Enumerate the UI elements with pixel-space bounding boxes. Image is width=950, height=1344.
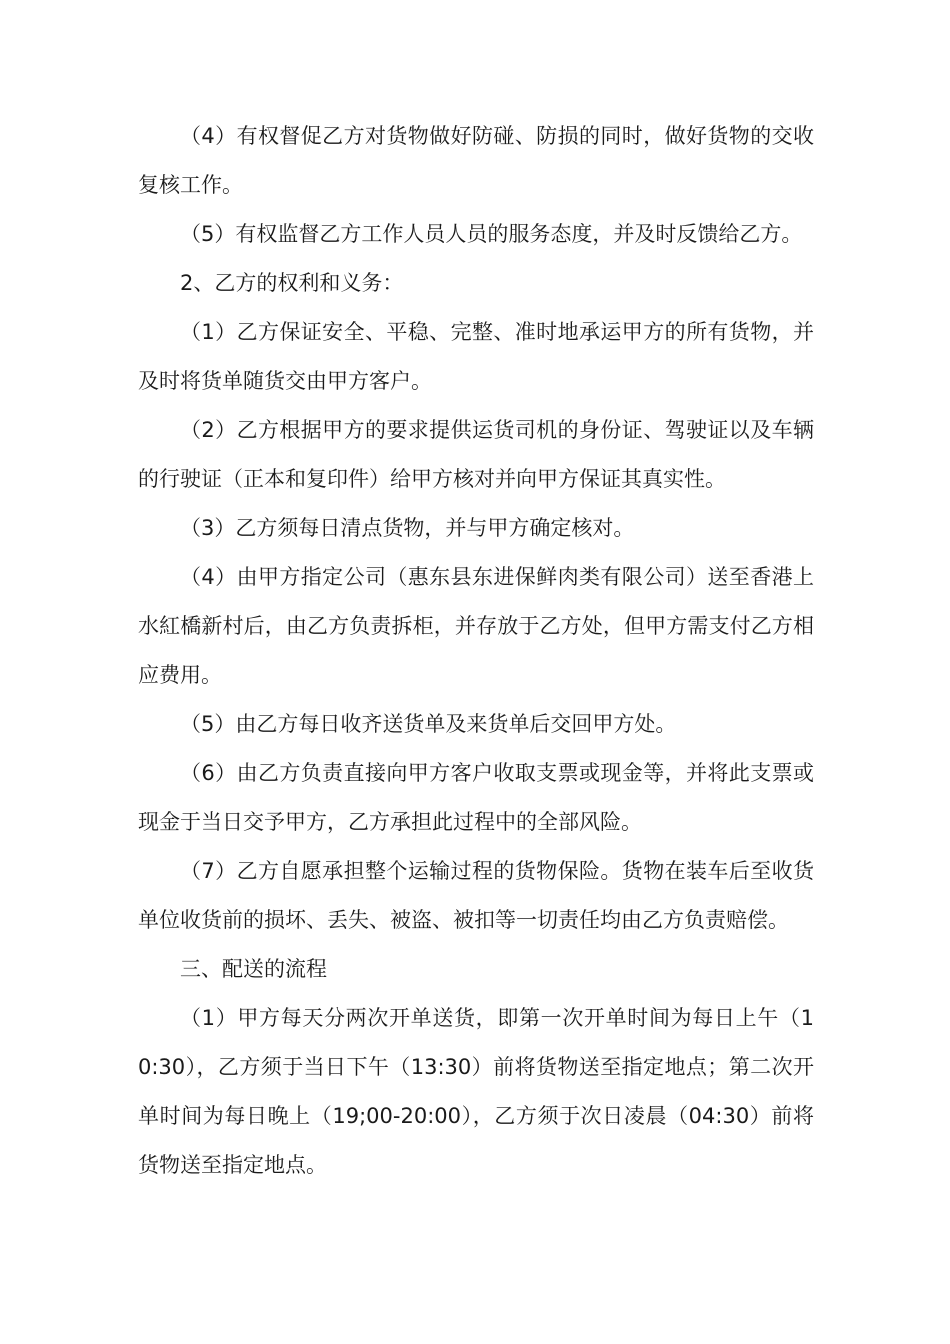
section-heading-party-b-rights: 2、乙方的权利和义务： <box>180 271 404 295</box>
paragraph-party-b-7: （7）乙方自愿承担整个运输过程的货物保险。货物在装车后至收货单位收货前的损坏、丢失、被盗、被扣等一切责任均由乙方负责赔偿。 <box>138 859 814 932</box>
paragraph-party-b-6: （6）由乙方负责直接向甲方客户收取支票或现金等，并将此支票或现金于当日交予甲方，乙方承担此过程中的全部风险。 <box>138 761 814 834</box>
paragraph-obligation-4: （4）有权督促乙方对货物做好防碰、防损的同时，做好货物的交收复核工作。 <box>138 124 814 197</box>
paragraph-party-b-2: （2）乙方根据甲方的要求提供运货司机的身份证、驾驶证以及车辆的行驶证（正本和复印件）给甲方核对并向甲方保证其真实性。 <box>138 418 814 491</box>
section-heading-delivery-process: 三、配送的流程 <box>180 957 327 981</box>
document-body <box>138 112 814 1190</box>
paragraph-obligation-5: （5）有权监督乙方工作人员人员的服务态度，并及时反馈给乙方。 <box>180 222 803 246</box>
paragraph-delivery-1: （1）甲方每天分两次开单送货，即第一次开单时间为每日上午（10:30），乙方须于当日下午（13:30）前将货物送至指定地点；第二次开单时间为每日晚上（19;00-20:00），乙方须于次日凌晨（04:30）前将货物送至指定地点。 <box>138 1006 814 1177</box>
paragraph-party-b-5: （5）由乙方每日收齐送货单及来货单后交回甲方处。 <box>180 712 677 736</box>
paragraph-party-b-3: （3）乙方须每日清点货物，并与甲方确定核对。 <box>180 516 635 540</box>
paragraph-party-b-4: （4）由甲方指定公司（惠东县东进保鲜肉类有限公司）送至香港上水紅橋新村后，由乙方负责拆柜，并存放于乙方处，但甲方需支付乙方相应费用。 <box>138 565 814 687</box>
paragraph-party-b-1: （1）乙方保证安全、平稳、完整、准时地承运甲方的所有货物，并及时将货单随货交由甲方客户。 <box>138 320 814 393</box>
